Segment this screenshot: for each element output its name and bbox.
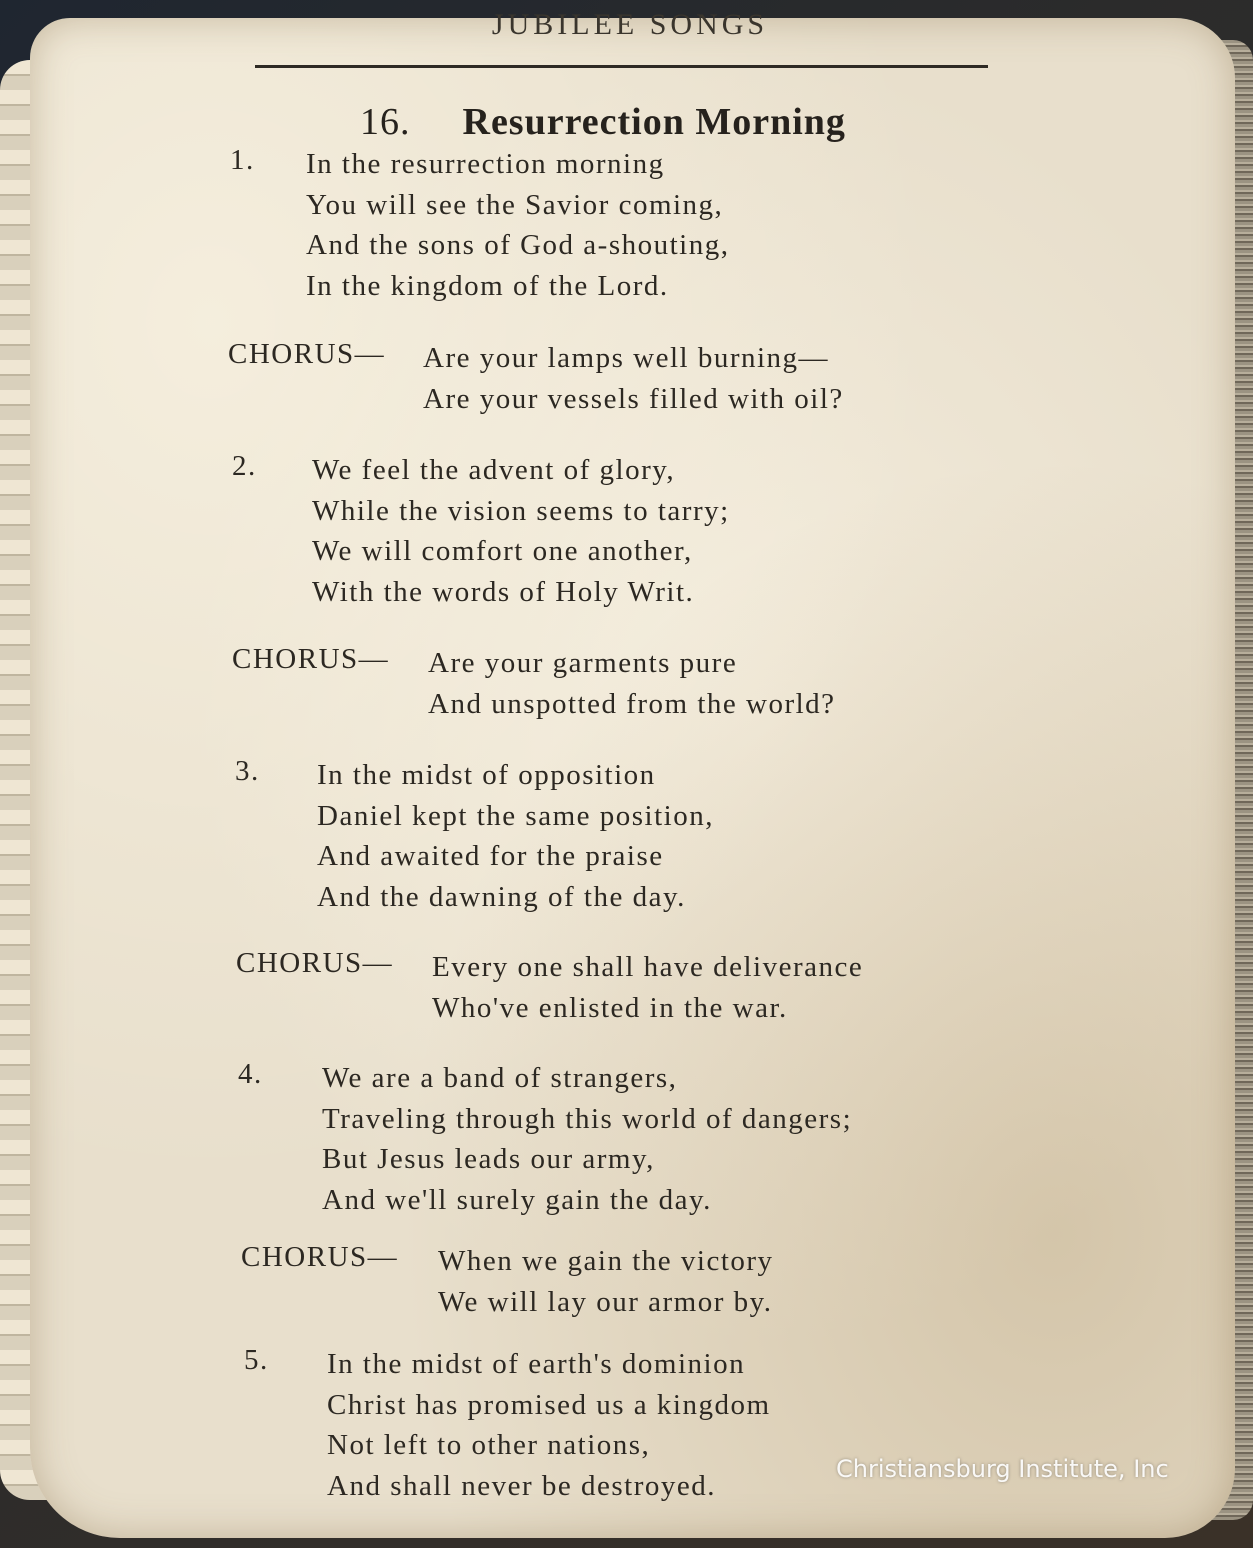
chorus-line: Every one shall have deliverance xyxy=(432,951,864,983)
verse-line: Christ has promised us a kingdom xyxy=(327,1388,771,1421)
chorus-label: CHORUS— xyxy=(228,338,386,370)
verse-line: In the midst of earth's dominion xyxy=(327,1348,746,1380)
chorus-line: Who've enlisted in the war. xyxy=(432,991,788,1024)
chorus-line: And unspotted from the world? xyxy=(428,687,836,720)
hymnal-page xyxy=(30,8,1235,1538)
verse-line: In the resurrection morning xyxy=(306,148,665,180)
song-number: 16. xyxy=(360,101,411,143)
verse-number: 2. xyxy=(232,450,257,482)
chorus-3 xyxy=(236,947,863,1028)
verse-number: 4. xyxy=(238,1058,263,1090)
verse-4 xyxy=(238,1058,852,1220)
verse-line: Daniel kept the same position, xyxy=(317,799,714,832)
verse-line: You will see the Savior coming, xyxy=(306,188,724,221)
verse-5 xyxy=(244,1344,771,1506)
song-title xyxy=(360,100,960,144)
running-header: JUBILEE SONGS xyxy=(491,8,769,41)
chorus-line: We will lay our armor by. xyxy=(438,1285,773,1318)
verse-1 xyxy=(230,144,729,306)
verse-line: And the sons of God a-shouting, xyxy=(306,229,730,261)
verse-2 xyxy=(232,450,730,612)
chorus-2 xyxy=(232,643,836,724)
verse-number: 3. xyxy=(235,755,260,787)
header-rule xyxy=(255,65,988,68)
chorus-label: CHORUS— xyxy=(232,643,390,675)
verse-line: But Jesus leads our army, xyxy=(322,1143,655,1175)
verse-number: 1. xyxy=(230,144,255,176)
verse-line: While the vision seems to tarry; xyxy=(312,494,730,527)
verse-line: We will comfort one another, xyxy=(312,535,693,567)
chorus-label: CHORUS— xyxy=(236,947,394,979)
chorus-label: CHORUS— xyxy=(241,1241,399,1273)
verse-line: In the midst of opposition xyxy=(317,759,656,791)
chorus-line: Are your lamps well burning— xyxy=(423,342,830,374)
verse-line: We feel the advent of glory, xyxy=(312,454,676,486)
song-title-text: Resurrection Morning xyxy=(462,101,846,143)
verse-line: And shall never be destroyed. xyxy=(327,1469,716,1502)
chorus-line: Are your garments pure xyxy=(428,647,738,679)
verse-line: Traveling through this world of dangers; xyxy=(322,1102,853,1135)
chorus-line: Are your vessels filled with oil? xyxy=(423,382,844,415)
verse-line: And the dawning of the day. xyxy=(317,880,686,913)
verse-line: And awaited for the praise xyxy=(317,840,664,872)
chorus-line: When we gain the victory xyxy=(438,1245,774,1277)
verse-line: And we'll surely gain the day. xyxy=(322,1183,712,1216)
verse-line: In the kingdom of the Lord. xyxy=(306,269,669,302)
verse-3 xyxy=(235,755,714,917)
chorus-1 xyxy=(228,338,844,419)
verse-line: With the words of Holy Writ. xyxy=(312,575,695,608)
verse-line: We are a band of strangers, xyxy=(322,1062,678,1094)
watermark-credit: Christiansburg Institute, Inc xyxy=(836,1455,1169,1483)
verse-number: 5. xyxy=(244,1344,269,1376)
verse-line: Not left to other nations, xyxy=(327,1429,651,1461)
chorus-4 xyxy=(241,1241,774,1322)
